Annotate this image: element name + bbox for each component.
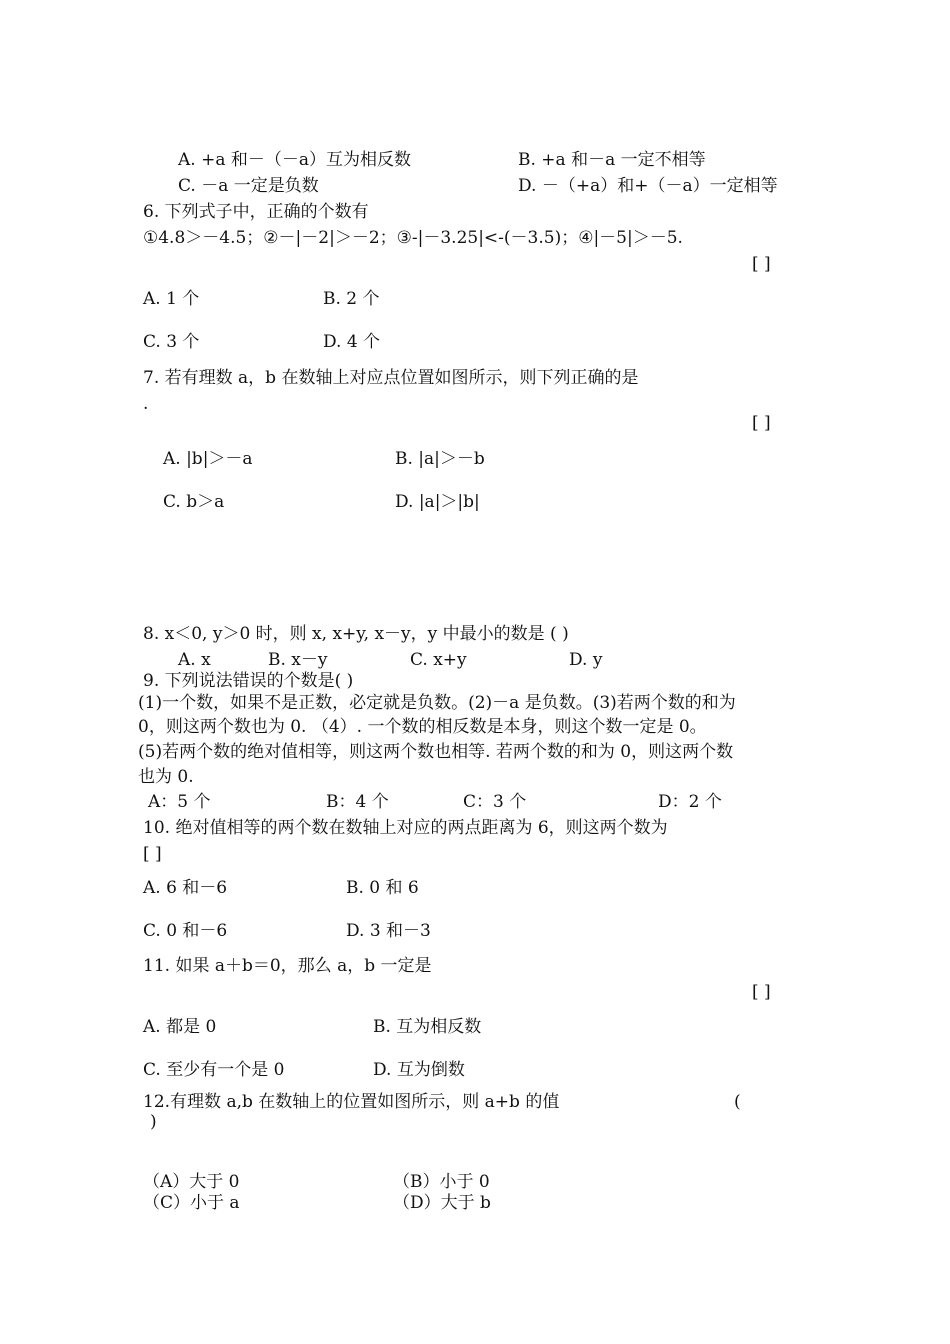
q10-option-d: D. 3 和－3 bbox=[346, 921, 431, 941]
q10-stem: 10. 绝对值相等的两个数在数轴上对应的两点距离为 6，则这两个数为 bbox=[143, 818, 668, 838]
q6-option-d: D. 4 个 bbox=[323, 332, 381, 352]
q9-option-b: B：4 个 bbox=[326, 792, 389, 812]
q7-option-b: B. |a|＞－b bbox=[395, 449, 485, 469]
q7-option-d: D. |a|＞|b| bbox=[395, 492, 480, 512]
q12-option-d: （D）大于 b bbox=[393, 1193, 491, 1213]
q10-option-a: A. 6 和－6 bbox=[143, 878, 228, 898]
q11-option-d: D. 互为倒数 bbox=[373, 1060, 465, 1080]
q9-option-c: C：3 个 bbox=[463, 792, 527, 812]
q7-option-a: A. |b|＞－a bbox=[163, 449, 253, 469]
q5-option-b: B. +a 和－a 一定不相等 bbox=[518, 150, 706, 170]
q11-option-b: B. 互为相反数 bbox=[373, 1017, 482, 1037]
q8-option-d: D. y bbox=[569, 650, 603, 670]
q6-option-c: C. 3 个 bbox=[143, 332, 200, 352]
q9-statement-line-4: 也为 0. bbox=[138, 767, 194, 787]
q5-option-d: D. －（+a）和+（－a）一定相等 bbox=[518, 176, 778, 196]
q12-paren-open: ( bbox=[734, 1092, 741, 1112]
q8-stem: 8. x＜0, y＞0 时，则 x, x+y, x－y，y 中最小的数是 ( ) bbox=[143, 624, 569, 644]
q11-answer-bracket: [ ] bbox=[752, 982, 771, 1002]
q7-stem: 7. 若有理数 a，b 在数轴上对应点位置如图所示，则下列正确的是 bbox=[143, 368, 639, 388]
q11-option-c: C. 至少有一个是 0 bbox=[143, 1060, 285, 1080]
q9-stem: 9. 下列说法错误的个数是( ) bbox=[143, 671, 354, 691]
q12-paren-close: ) bbox=[150, 1112, 157, 1132]
q6-stem: 6. 下列式子中，正确的个数有 bbox=[143, 202, 369, 222]
q8-option-c: C. x+y bbox=[410, 650, 467, 670]
q12-option-b: （B）小于 0 bbox=[393, 1172, 490, 1192]
q5-option-a: A. +a 和－（－a）互为相反数 bbox=[178, 150, 412, 170]
q5-option-c: C. －a 一定是负数 bbox=[178, 176, 319, 196]
q6-option-a: A. 1 个 bbox=[143, 289, 200, 309]
q9-option-a: A：5 个 bbox=[148, 792, 211, 812]
q12-option-a: （A）大于 0 bbox=[143, 1172, 240, 1192]
q12-stem: 12.有理数 a,b 在数轴上的位置如图所示，则 a+b 的值 bbox=[143, 1092, 560, 1112]
q10-option-b: B. 0 和 6 bbox=[346, 878, 419, 898]
q7-answer-bracket: [ ] bbox=[752, 413, 771, 433]
q11-option-a: A. 都是 0 bbox=[143, 1017, 217, 1037]
q9-option-d: D：2 个 bbox=[658, 792, 722, 812]
q9-statement-line-3: (5)若两个数的绝对值相等，则这两个数也相等. 若两个数的和为 0，则这两个数 bbox=[138, 742, 734, 762]
q7-option-c: C. b＞a bbox=[163, 492, 225, 512]
q8-option-b: B. x－y bbox=[268, 650, 328, 670]
q10-option-c: C. 0 和－6 bbox=[143, 921, 228, 941]
q10-answer-bracket: [ ] bbox=[143, 844, 162, 864]
q6-answer-bracket: [ ] bbox=[752, 254, 771, 274]
q7-dot: . bbox=[143, 394, 149, 414]
q6-option-b: B. 2 个 bbox=[323, 289, 380, 309]
q9-statement-line-1: (1)一个数，如果不是正数，必定就是负数。(2)－a 是负数。(3)若两个数的和为 bbox=[138, 693, 736, 713]
q6-expression: ①4.8＞－4.5；②－|－2|＞－2；③-|－3.25|<-(－3.5)；④|－5|＞－5. bbox=[143, 228, 683, 248]
q8-option-a: A. x bbox=[178, 650, 211, 670]
q9-statement-line-2: 0，则这两个数也为 0. （4）. 一个数的相反数是本身，则这个数一定是 0。 bbox=[138, 717, 707, 737]
q11-stem: 11. 如果 a＋b＝0，那么 a，b 一定是 bbox=[143, 956, 432, 976]
q12-option-c: （C）小于 a bbox=[143, 1193, 240, 1213]
